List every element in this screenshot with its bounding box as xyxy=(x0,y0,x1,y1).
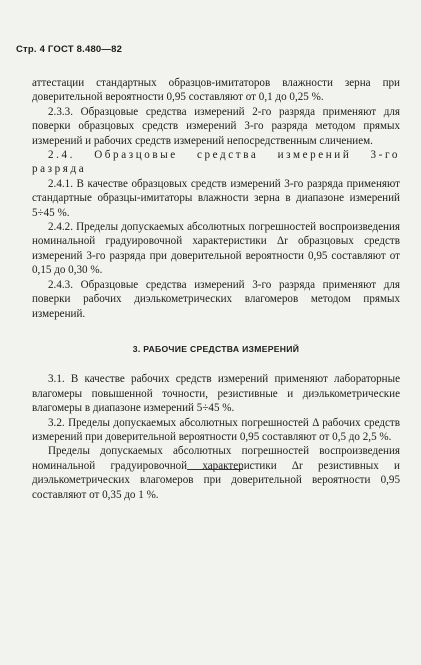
paragraph-3-1: 3.1. В качестве рабочих средств измерений применяют лабораторные влагомеры повышенной точности, резистивные и диэлькометрические влагомеры в диапазоне измерений 5÷45 %. xyxy=(32,373,400,415)
end-rule xyxy=(187,469,243,470)
document-body xyxy=(32,76,400,502)
paragraph-3-2: 3.2. Пределы допускаемых абсолютных погрешностей Δ рабочих средств измерений при доверительной вероятности 0,95 составляют от 0,5 до 2,5 %. xyxy=(32,416,400,443)
paragraph-2-4-2: 2.4.2. Пределы допускаемых абсолютных погрешностей воспроизведения номинальной градуировочной характеристики Δr образцовых средств измерений 3-го разряда при доверительной вероятности 0,95 составляют от 0,15 до 0,30 %. xyxy=(32,221,400,277)
paragraph-limits: Пределы допускаемых абсолютных погрешностей воспроизведения номинальной градуировочной характеристики Δr резистивных и диэлькометрических влагомеров при доверительной вероятности 0,95 составляют от 0,35 до 1 %. xyxy=(32,445,400,501)
paragraph-continuation: аттестации стандартных образцов-имитаторов влажности зерна при доверительной вероятности 0,95 составляют от 0,1 до 0,25 %. xyxy=(32,77,400,104)
section-title: 3. РАБОЧИЕ СРЕДСТВА ИЗМЕРЕНИЙ xyxy=(132,343,300,354)
subsection-heading-2-4: 2.4. Образцовые средства измерений 3-го разряда xyxy=(32,149,400,176)
page-header: Стр. 4 ГОСТ 8.480—82 xyxy=(16,44,123,55)
paragraph-2-3-3: 2.3.3. Образцовые средства измерений 2-го разряда применяют для поверки образцовых средств измерений 3-го разряда методом прямых измерений и рабочих средств измерений непосредственным сличением. xyxy=(32,105,400,147)
paragraph-2-4-1: 2.4.1. В качестве образцовых средств измерений 3-го разряда применяют стандартные образцы-имитаторы влажности зерна в диапазоне измерений 5÷45 %. xyxy=(32,177,400,219)
paragraph-2-4-3: 2.4.3. Образцовые средства измерений 3-го разряда применяют для поверки рабочих диэлькометрических влагомеров методом прямых измерений. xyxy=(32,278,400,320)
